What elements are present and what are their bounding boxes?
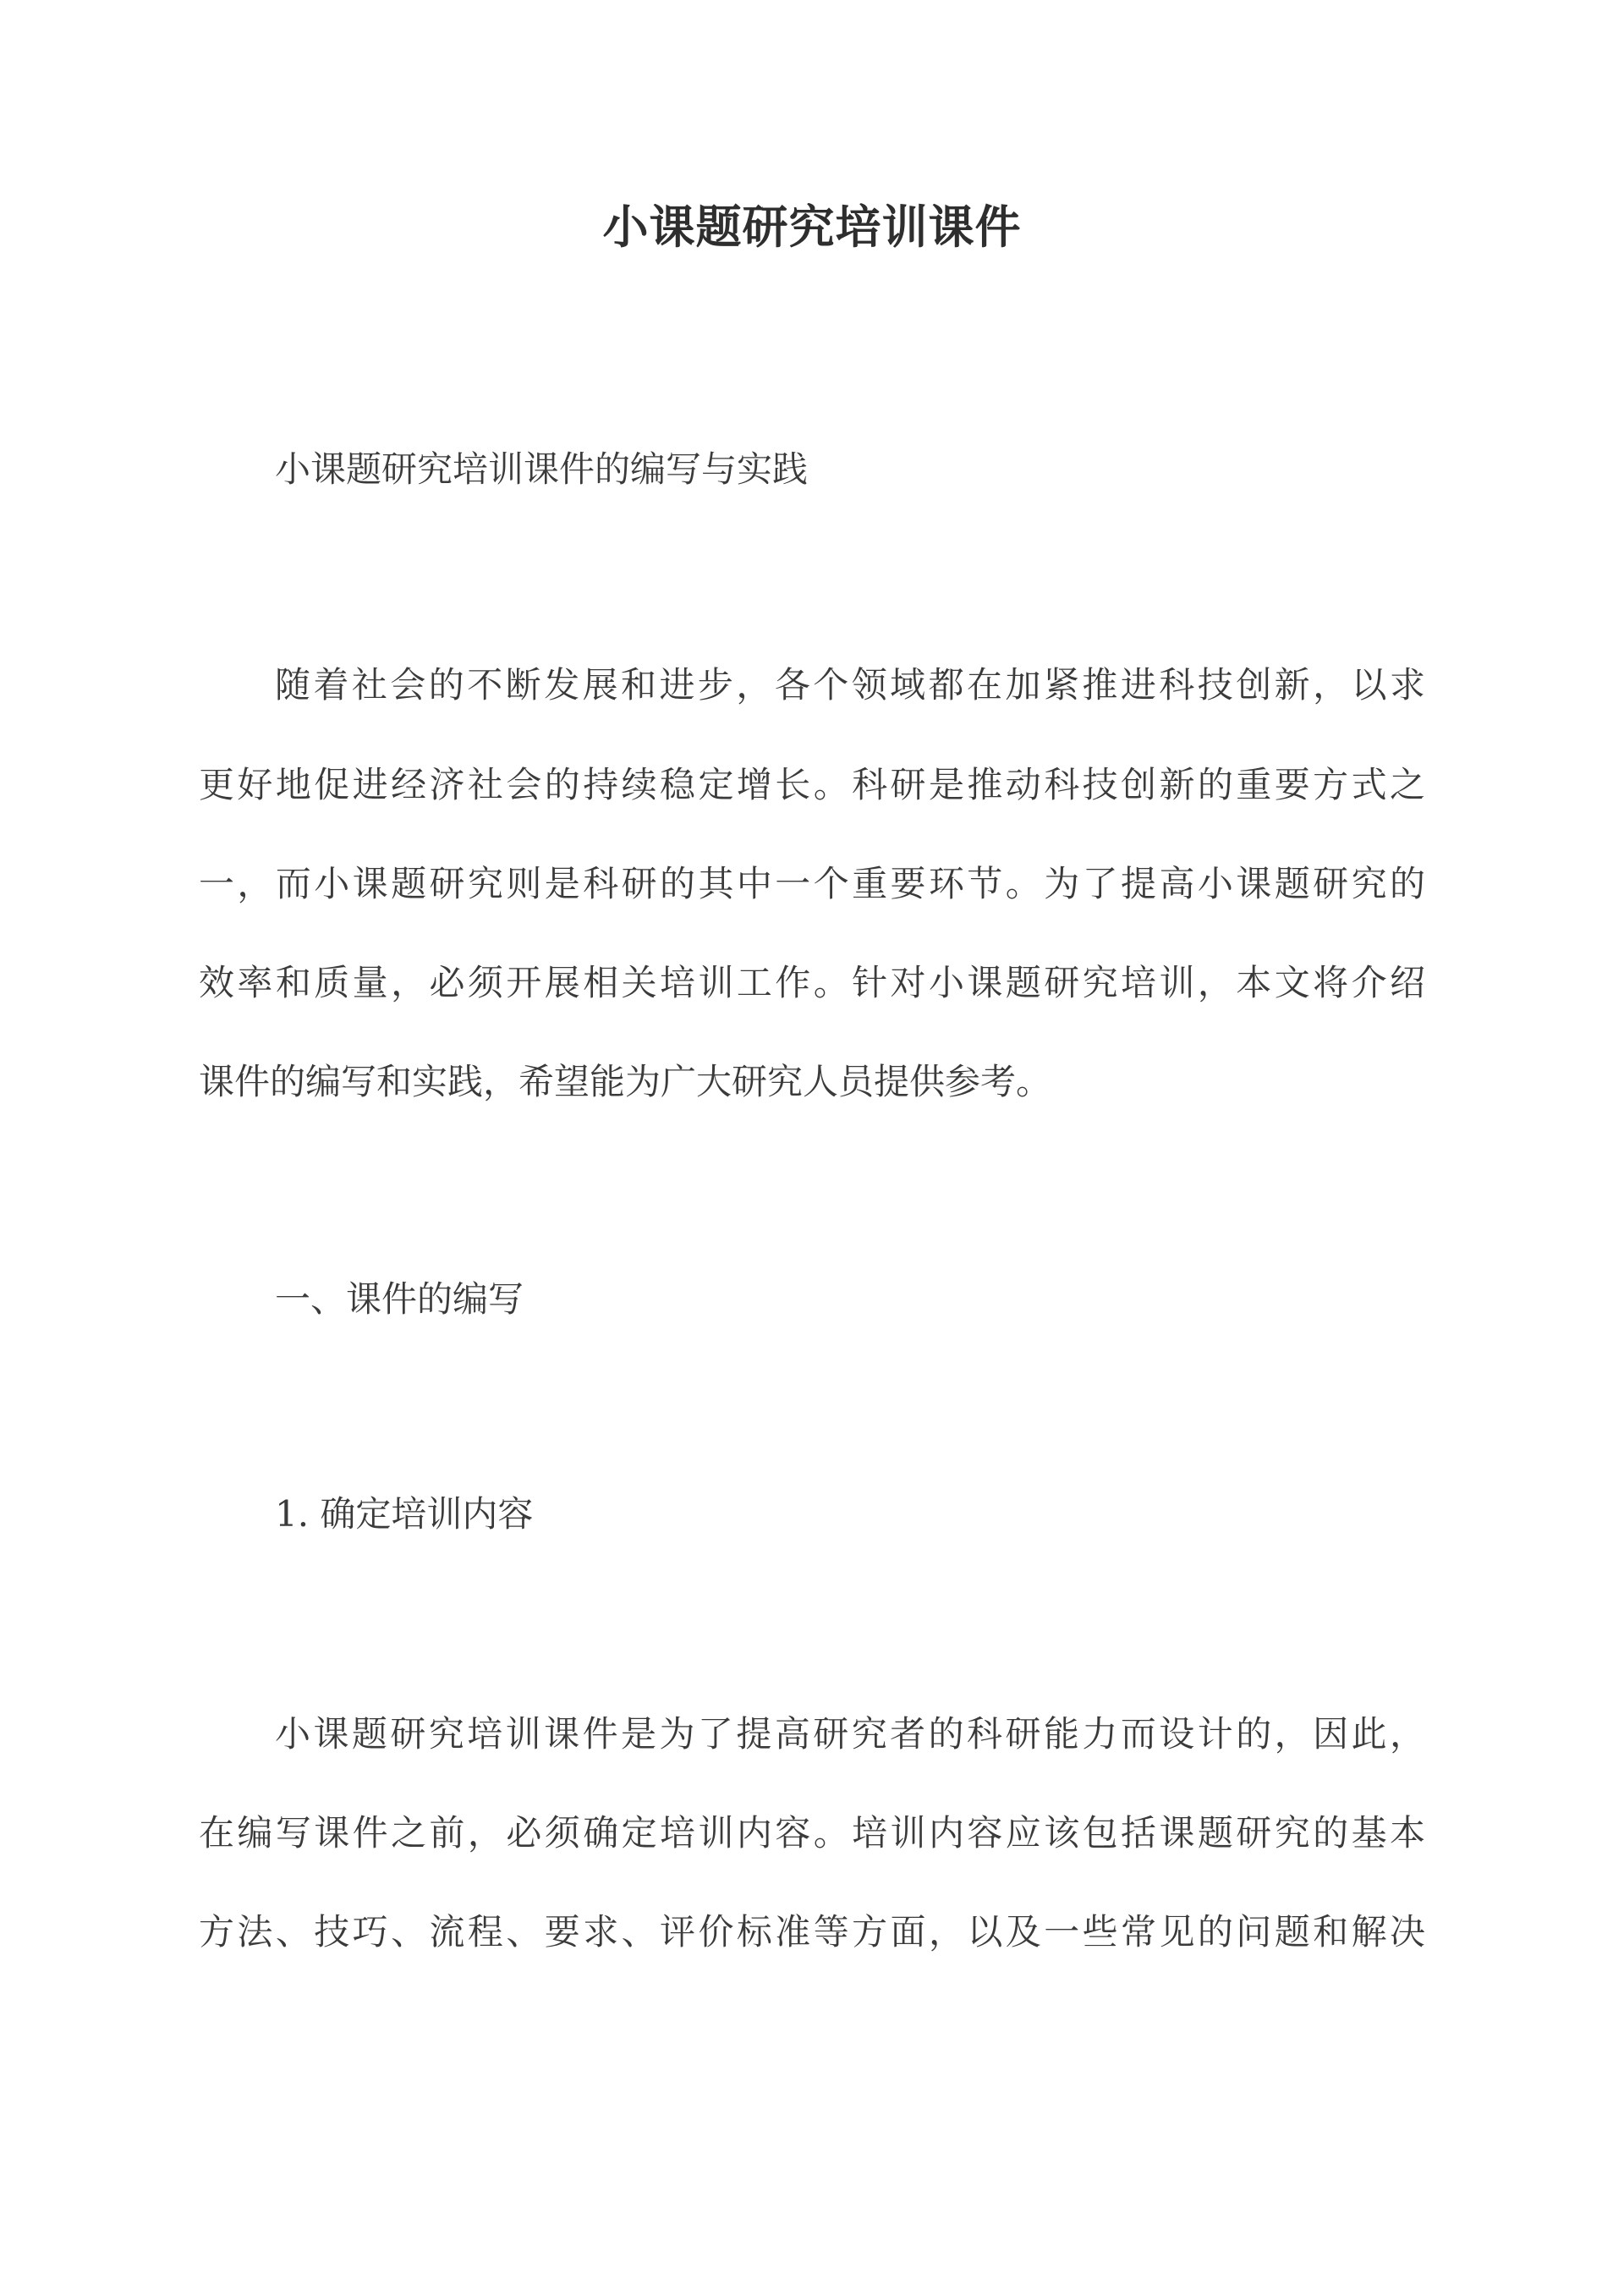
document-title: 小课题研究培训课件 <box>602 200 1022 254</box>
subsection-heading: 1. 确定培训内容 <box>275 1493 534 1535</box>
body-line: 小课题研究培训课件是为了提高研究者的科研能力而设计的，因此， <box>275 1713 1425 1755</box>
intro-line: 更好地促进经济社会的持续稳定增长。科研是推动科技创新的重要方式之 <box>199 764 1425 805</box>
body-line: 在编写课件之前，必须确定培训内容。培训内容应该包括课题研究的基本 <box>199 1812 1425 1854</box>
intro-line: 一，而小课题研究则是科研的其中一个重要环节。为了提高小课题研究的 <box>199 863 1425 904</box>
intro-line: 课件的编写和实践，希望能为广大研究人员提供参考。 <box>199 1061 1052 1102</box>
section-heading: 一、课件的编写 <box>275 1278 524 1320</box>
body-line: 方法、技巧、流程、要求、评价标准等方面，以及一些常见的问题和解决 <box>199 1911 1425 1953</box>
intro-line: 随着社会的不断发展和进步，各个领域都在加紧推进科技创新，以求 <box>275 664 1425 706</box>
document-subtitle: 小课题研究培训课件的编写与实践 <box>275 448 809 490</box>
intro-line: 效率和质量，必须开展相关培训工作。针对小课题研究培训，本文将介绍 <box>199 962 1425 1003</box>
